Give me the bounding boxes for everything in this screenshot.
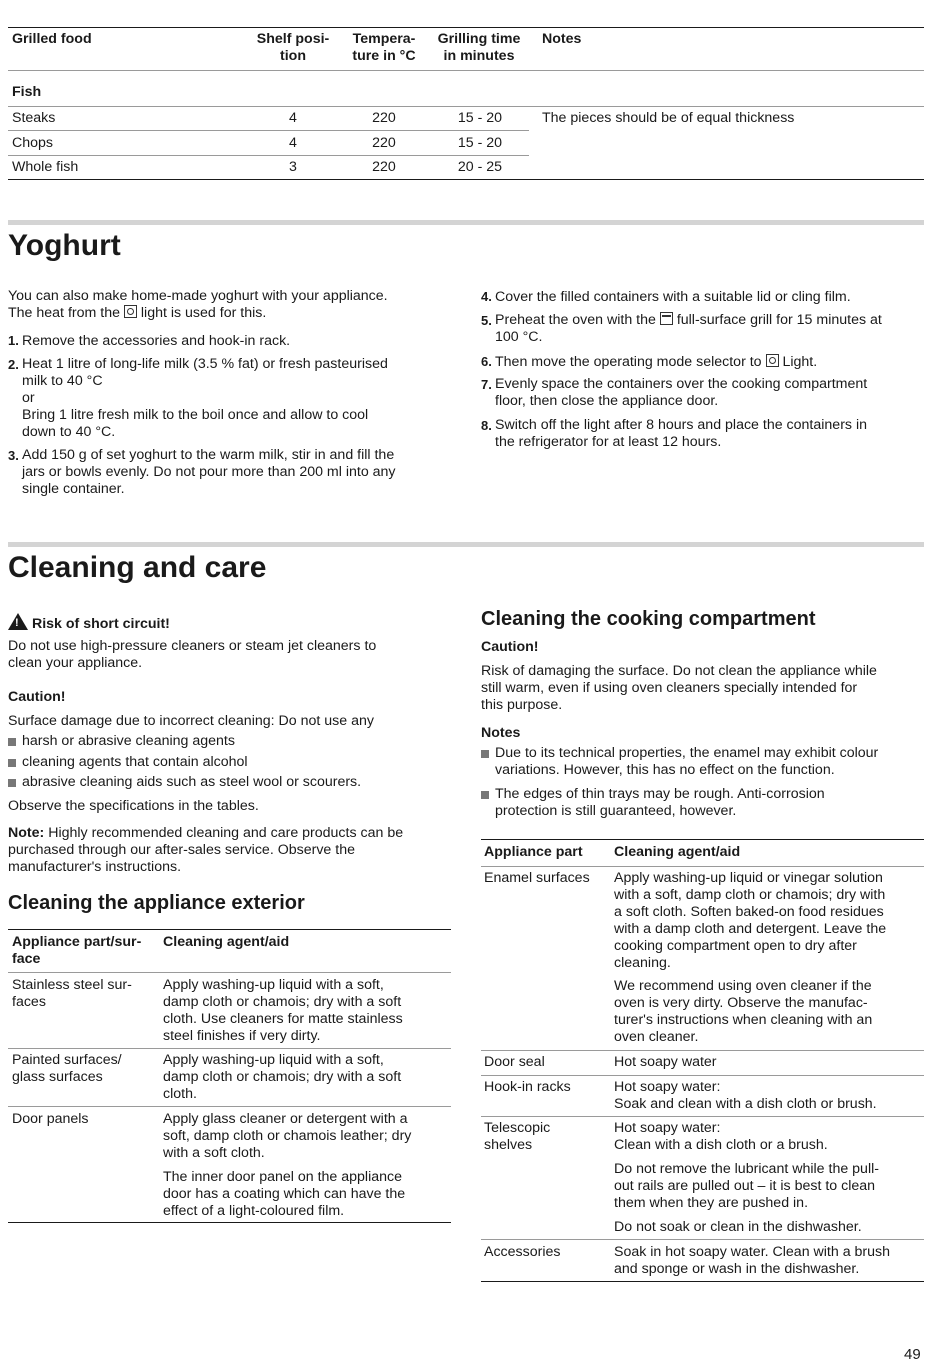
risk-heading: ! Risk of short circuit! xyxy=(8,613,170,633)
cell-agent: Hot soapy water xyxy=(614,1054,717,1070)
yoghurt-intro-a: You can also make home-made yoghurt with your appliance. xyxy=(8,288,388,304)
cell-food: Whole fish xyxy=(12,159,79,175)
cell-part: Telescopic shelves xyxy=(484,1120,551,1153)
comp-header-agent: Cleaning agent/aid xyxy=(614,844,741,860)
cell-time: 20 - 25 xyxy=(457,159,503,175)
caution-text: Surface damage due to incorrect cleaning: Do not use any xyxy=(8,713,374,729)
cell-part: Painted surfaces/ glass surfaces xyxy=(12,1052,122,1085)
cell-time: 15 - 20 xyxy=(457,110,503,126)
cell-agent-note: We recommend using oven cleaner if the oven is very dirty. Observe the manufac- turer's instructions when cleaning with an oven cleaner. xyxy=(614,978,873,1045)
cell-part: Stainless steel sur- faces xyxy=(12,977,132,1010)
step-7: 7. Evenly space the containers over the cooking compartment floor, then close the appliance door. xyxy=(481,376,868,409)
cell-part: Hook-in racks xyxy=(484,1079,571,1095)
ext-header-agent: Cleaning agent/aid xyxy=(163,934,290,950)
warning-icon xyxy=(8,613,28,630)
step-2: 2. Heat 1 litre of long-life milk (3.5 % fat) or fresh pasteurised milk to 40 °C or Bring 1 litre fresh milk to the boil once and allow to cool down to 40 °C. xyxy=(8,356,388,440)
comp-caution-label: Caution! xyxy=(481,639,539,655)
observe-text: Observe the specifications in the tables. xyxy=(8,798,259,814)
bullet-icon xyxy=(481,791,489,799)
caution-label: Caution! xyxy=(8,689,66,705)
ext-header-part: Appliance part/sur- face xyxy=(12,934,142,967)
bullet-icon xyxy=(8,738,16,746)
bullet-icon xyxy=(8,759,16,767)
page-number: 49 xyxy=(904,1346,921,1363)
cell-part: Door seal xyxy=(484,1054,545,1070)
step-3: 3. Add 150 g of set yoghurt to the warm milk, stir in and fill the jars or bowls evenly. Do not pour more than 200 ml into any single container. xyxy=(8,447,396,497)
cell-time: 15 - 20 xyxy=(457,135,503,151)
notes-label: Notes xyxy=(481,725,521,741)
grill-header-shelf: Shelf posi- tion xyxy=(256,31,330,64)
light-icon xyxy=(766,354,779,367)
grill-header-food: Grilled food xyxy=(12,31,92,47)
cell-agent: Soak in hot soapy water. Clean with a brush and sponge or wash in the dishwasher. xyxy=(614,1244,891,1277)
cell-part: Door panels xyxy=(12,1111,89,1127)
grill-header-time: Grilling time in minutes xyxy=(437,31,521,64)
comp-caution-text: Risk of damaging the surface. Do not clean the appliance while still warm, even if using oven cleaners specially intended for this purpose. xyxy=(481,663,877,713)
cell-shelf: 4 xyxy=(289,110,297,126)
grill-header-notes: Notes xyxy=(542,31,582,47)
cell-note: The pieces should be of equal thickness xyxy=(542,110,795,126)
compartment-title: Cleaning the cooking compartment xyxy=(481,608,816,630)
section-divider xyxy=(8,220,924,225)
bullet-icon xyxy=(8,779,16,787)
note-text: Note: Highly recommended cleaning and care products can be purchased through our after-sales service. Observe the manufacturer's instructions. xyxy=(8,825,404,875)
cell-agent: Hot soapy water: Soak and clean with a dish cloth or brush. xyxy=(614,1079,877,1112)
cell-food: Steaks xyxy=(12,110,56,126)
cell-agent: Apply washing-up liquid with a soft, damp cloth or chamois; dry with a soft cloth. Use cleaners for matte stainless steel finishes if very dirty. xyxy=(163,977,403,1044)
section-divider xyxy=(8,542,924,547)
step-6: 6. Then move the operating mode selector to Light. xyxy=(481,354,818,370)
step-8: 8. Switch off the light after 8 hours and place the containers in the refrigerator for at least 12 hours. xyxy=(481,417,867,450)
cell-food: Chops xyxy=(12,135,54,151)
grill-header-temp: Tempera- ture in °C xyxy=(352,31,416,64)
cell-part: Enamel surfaces xyxy=(484,870,590,886)
light-icon xyxy=(124,305,137,318)
grill-icon xyxy=(660,312,673,325)
cell-temp: 220 xyxy=(372,159,396,175)
cell-agent-note: Do not soak or clean in the dishwasher. xyxy=(614,1219,862,1235)
step-1: 1. Remove the accessories and hook-in rack. xyxy=(8,333,291,349)
cell-part: Accessories xyxy=(484,1244,561,1260)
yoghurt-intro-b: The heat from the light is used for this. xyxy=(8,305,267,321)
cell-agent: Apply washing-up liquid or vinegar solution with a soft, damp cloth or chamois; dry with a soft cloth. Soften baked-on food residues with a damp cloth and detergent. Leave the cooking compartment open to dry after cleaning. xyxy=(614,870,887,971)
cell-agent: Apply washing-up liquid with a soft, damp cloth or chamois; dry with a soft cloth. xyxy=(163,1052,402,1102)
step-4: 4. Cover the filled containers with a suitable lid or cling film. xyxy=(481,289,851,305)
bullet-icon xyxy=(481,750,489,758)
risk-text: Do not use high-pressure cleaners or steam jet cleaners to clean your appliance. xyxy=(8,638,377,671)
cell-shelf: 4 xyxy=(289,135,297,151)
cleaning-title: Cleaning and care xyxy=(8,551,267,584)
step-5: 5. Preheat the oven with the full-surface grill for 15 minutes at 100 °C. xyxy=(481,312,882,345)
cell-shelf: 3 xyxy=(289,159,297,175)
exterior-title: Cleaning the appliance exterior xyxy=(8,892,305,914)
comp-header-part: Appliance part xyxy=(484,844,583,860)
yoghurt-title: Yoghurt xyxy=(8,229,121,262)
cell-agent: Apply glass cleaner or detergent with a soft, damp cloth or chamois leather; dry with a soft cloth. xyxy=(163,1111,412,1161)
cell-agent-note: The inner door panel on the appliance door has a coating which can have the effect of a light-coloured film. xyxy=(163,1169,406,1219)
cell-agent-note: Do not remove the lubricant while the pull- out rails are pulled out – it is best to clean them when they are pushed in. xyxy=(614,1161,879,1211)
cell-agent: Hot soapy water: Clean with a dish cloth or a brush. xyxy=(614,1120,828,1153)
grill-group-fish: Fish xyxy=(12,84,42,100)
cell-temp: 220 xyxy=(372,135,396,151)
cell-temp: 220 xyxy=(372,110,396,126)
